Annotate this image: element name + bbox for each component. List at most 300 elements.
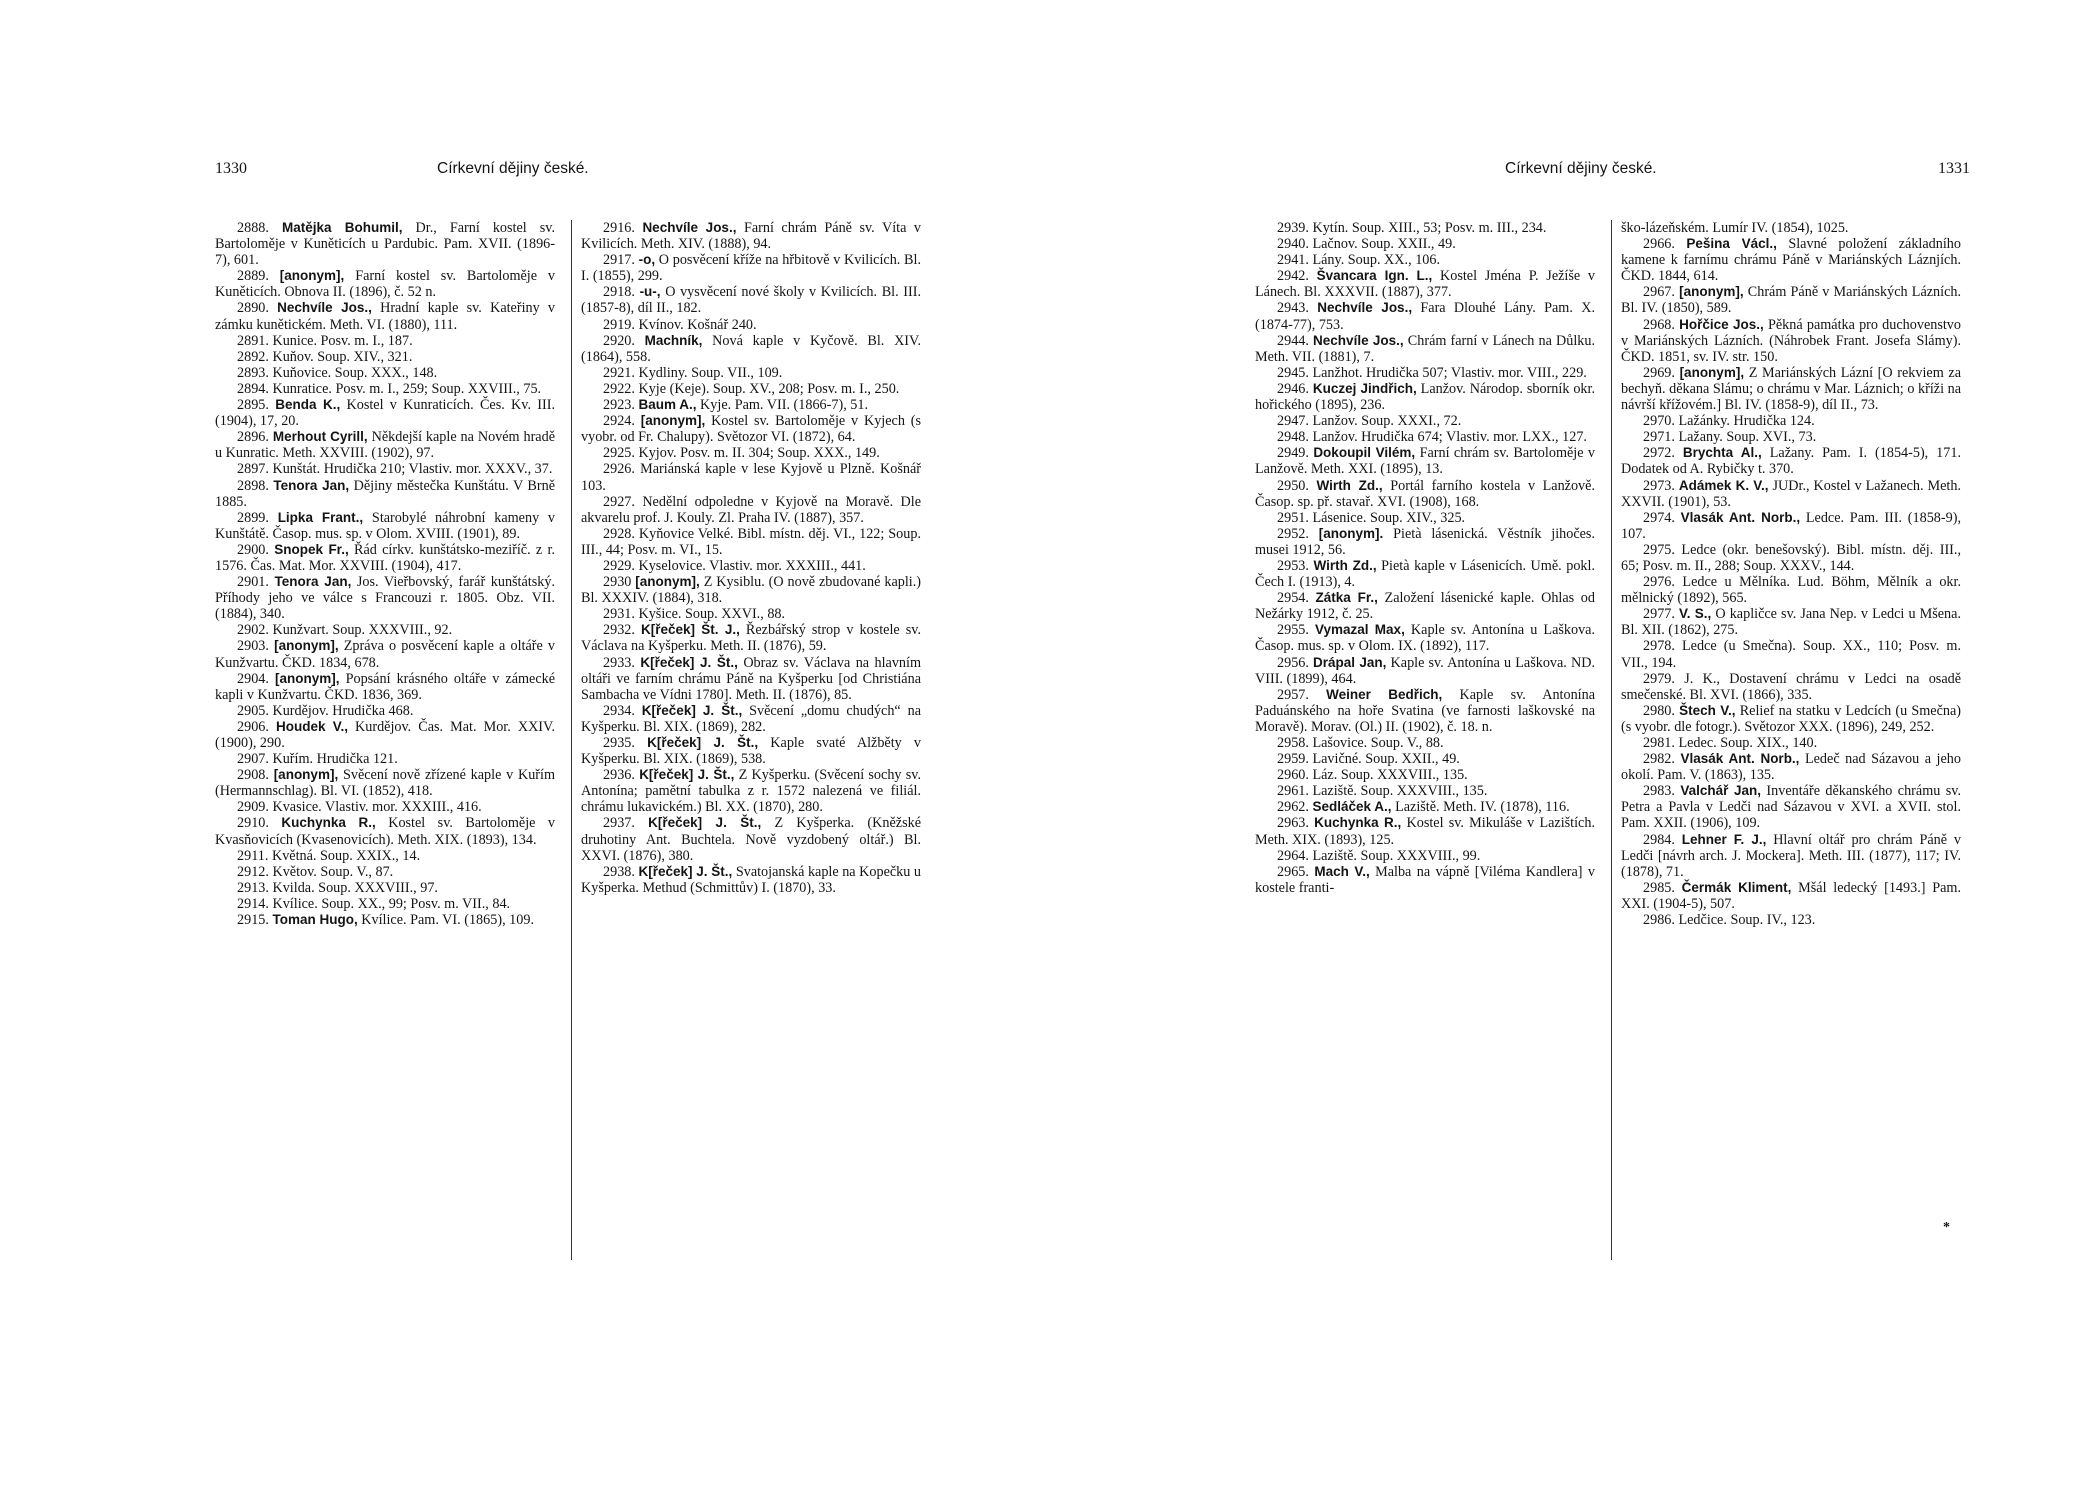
entry-author: Švancara Ign. L., xyxy=(1316,268,1433,284)
bibliography-entry xyxy=(215,751,555,767)
bibliography-entry xyxy=(581,445,921,461)
end-mark: * xyxy=(1943,1220,1950,1235)
entry-author: Vymazal Max, xyxy=(1315,622,1405,638)
entry-text: Kvílice. Pam. VI. (1865), 109. xyxy=(357,912,534,929)
entry-text: Svěcení „domu chudých“ na Kyšperku. Bl. XIX. (1869), 282. xyxy=(581,702,921,735)
bibliography-entry xyxy=(1621,912,1961,928)
entry-author: [anonym], xyxy=(275,670,340,686)
entry-author: [anonym], xyxy=(279,268,345,284)
entry-text: Dějiny městečka Kunštátu. V Brně 1885. xyxy=(215,477,555,510)
entry-author: Toman Hugo, xyxy=(272,912,358,928)
entry-author: Adámek K. V., xyxy=(1678,477,1769,493)
bibliography-entry xyxy=(581,767,921,815)
entry-author: Brychta Al., xyxy=(1682,445,1762,461)
entry-text: Starobylé náhrobní kameny v Kunštátě. Časop. mus. sp. v Olom. XVIII. (1901), 89. xyxy=(215,509,555,542)
entry-number: 2895. xyxy=(237,397,269,414)
entry-text: Kaple sv. Antonína Paduánského na hoře Svatina (ve farnosti laškovské na Moravě). Morav. (Ol.) II. (1902), č. 18. n. xyxy=(1255,686,1595,735)
entry-text: Lavičné. Soup. XXII., 49. xyxy=(1312,751,1460,768)
entry-number: 2904. xyxy=(237,670,269,687)
entry-author: Hořčice Jos., xyxy=(1679,316,1764,332)
bibliography-entry xyxy=(1621,606,1961,638)
entry-number: 2929. xyxy=(603,557,635,574)
entry-number: 2977. xyxy=(1643,606,1675,623)
entry-author: Wirth Zd., xyxy=(1313,557,1377,573)
entry-text: Z Kyšperka. (Kněžské druhotiny Ant. Buchtela. Nově vyzdobený oltář.) Bl. XXVI. (1876), 380. xyxy=(581,815,921,864)
entry-text: Řezbářský strop v kostele sv. Václava na Kyšperku. Meth. II. (1876), 59. xyxy=(581,622,921,655)
entry-number: 2964. xyxy=(1277,847,1309,864)
entry-author: Dokoupil Vilém, xyxy=(1313,445,1416,461)
entry-text: Svatojanská kaple na Kopečku u Kyšperka. Methud (Schmittův) I. (1870), 33. xyxy=(581,863,921,896)
entry-number: 2910. xyxy=(237,815,269,832)
entry-text: Farní chrám sv. Bartoloměje v Lanžově. Meth. XXI. (1895), 13. xyxy=(1255,445,1595,478)
entry-number: 2984. xyxy=(1643,831,1675,848)
entry-number: 2937. xyxy=(603,815,635,832)
bibliography-entry xyxy=(1621,542,1961,574)
entry-text: Kunžvart. Soup. XXXVIII., 92. xyxy=(272,622,453,639)
entry-number: 2903. xyxy=(237,638,269,655)
bibliography-entry xyxy=(581,252,921,284)
bibliography-entry xyxy=(215,542,555,574)
entry-text: Portál farního kostela v Lanžově. Časop. sp. př. stavař. XVI. (1908), 168. xyxy=(1255,477,1595,510)
entry-number: 2960. xyxy=(1277,767,1309,784)
entry-number: 2956. xyxy=(1277,654,1309,671)
entry-author: Valchář Jan, xyxy=(1680,783,1762,799)
entry-text: Lány. Soup. XX., 106. xyxy=(1312,252,1441,269)
entry-author: Pešina Václ., xyxy=(1686,236,1777,252)
bibliography-entry xyxy=(1621,703,1961,735)
bibliography-entry xyxy=(1255,622,1595,654)
entry-author: Nechvíle Jos., xyxy=(1313,332,1404,348)
entry-number: 2930 xyxy=(603,574,632,591)
entry-author: Baum A., xyxy=(638,397,697,413)
bibliography-entry xyxy=(581,494,921,526)
bibliography-entry xyxy=(215,719,555,751)
entry-number: 2963. xyxy=(1277,815,1309,832)
bibliography-entry xyxy=(215,638,555,670)
entry-author: Tenora Jan, xyxy=(274,574,352,590)
entry-text: Kvínov. Košnář 240. xyxy=(638,316,757,333)
entry-text: Slavné položení základního kamene k farnímu chrámu Páně v Mariánských Láznjích. ČKD. 1844, 614. xyxy=(1621,236,1961,285)
entry-author: K[řeček] J. Št., xyxy=(648,815,762,831)
entry-text: Kvílice. Soup. XX., 99; Posv. m. VII., 84. xyxy=(272,895,511,912)
entry-number: 2949. xyxy=(1277,445,1309,462)
entry-number: 2981. xyxy=(1643,735,1675,751)
entry-number: 2952. xyxy=(1277,525,1309,542)
entry-text: Laziště. Soup. XXXVIII., 135. xyxy=(1312,783,1488,800)
bibliography-entry xyxy=(215,349,555,365)
entry-text: Kostel sv. Bartoloměje v Kvasňovicích (Kvasenovicích). Meth. XIX. (1893), 134. xyxy=(215,815,555,848)
entry-text: Farní kostel sv. Bartoloměje v Kuněticích. Obnova II. (1896), č. 52 n. xyxy=(215,268,555,301)
entry-author: Lehner F. J., xyxy=(1681,831,1767,847)
entry-number: 2921. xyxy=(603,364,635,381)
entry-number: 2897. xyxy=(237,461,269,478)
entry-number: 2969. xyxy=(1643,364,1675,381)
entry-text: Květov. Soup. V., 87. xyxy=(272,863,394,880)
entry-text: Lanžhot. Hrudička 507; Vlastiv. mor. VIII., 229. xyxy=(1312,364,1587,381)
bibliography-entry xyxy=(215,478,555,510)
entry-number: 2941. xyxy=(1277,252,1309,269)
entry-number: 2944. xyxy=(1277,332,1309,349)
entry-number: 2946. xyxy=(1277,380,1309,397)
entry-text: Kyje (Keje). Soup. XV., 208; Posv. m. I., 250. xyxy=(638,380,900,397)
bibliography-entry xyxy=(1621,478,1961,510)
entry-author: Zátka Fr., xyxy=(1315,590,1378,606)
entry-number: 2950. xyxy=(1277,477,1309,494)
bibliography-entry xyxy=(581,864,921,896)
entry-number: 2912. xyxy=(237,863,269,880)
entry-text: O kapličce sv. Jana Nep. v Ledci u Mšena. Bl. XII. (1862), 275. xyxy=(1621,606,1961,639)
bibliography-entry xyxy=(1621,735,1961,751)
bibliography-entry xyxy=(215,896,555,912)
entry-number: 2980. xyxy=(1643,702,1675,719)
entry-number: 2898. xyxy=(237,477,269,494)
entry-number: 2889. xyxy=(237,268,269,285)
bibliography-entry xyxy=(1255,333,1595,365)
entry-text: Lažany. Soup. XVI., 73. xyxy=(1678,429,1817,446)
entry-author: Benda K., xyxy=(275,397,341,413)
bibliography-entry xyxy=(1621,284,1961,316)
entry-number: 2916. xyxy=(603,220,635,236)
bibliography-entry xyxy=(1621,236,1961,284)
bibliography-entry xyxy=(581,815,921,863)
bibliography-entry xyxy=(1621,880,1961,912)
entry-number: 2908. xyxy=(237,767,269,784)
entry-number: 2975. xyxy=(1643,541,1675,558)
entry-text: Kunratice. Posv. m. I., 259; Soup. XXVIII., 75. xyxy=(272,380,542,397)
bibliography-entry xyxy=(581,655,921,703)
left-page-header xyxy=(215,160,930,186)
bibliography-entry xyxy=(1621,510,1961,542)
entry-number: 2948. xyxy=(1277,429,1309,446)
bibliography-entry xyxy=(1255,590,1595,622)
bibliography-entry xyxy=(1255,413,1595,429)
entry-author: Vlasák Ant. Norb., xyxy=(1680,751,1800,767)
entry-number: 2972. xyxy=(1643,445,1675,462)
entry-text: Kunštát. Hrudička 210; Vlastiv. mor. XXXV., 37. xyxy=(272,461,553,478)
bibliography-entry xyxy=(1621,365,1961,413)
entry-number: 2909. xyxy=(237,799,269,816)
entry-text: Někdejší kaple na Novém hradě u Kunratic. Meth. XXVIII. (1902), 97. xyxy=(215,429,555,462)
entry-text: Ledec. Soup. XIX., 140. xyxy=(1678,735,1818,751)
entry-number: 2907. xyxy=(237,751,269,768)
entry-number: 2940. xyxy=(1277,236,1309,253)
entry-text: Kvasice. Vlastiv. mor. XXXIII., 416. xyxy=(272,799,482,816)
bibliography-entry xyxy=(215,397,555,429)
entry-number: 2942. xyxy=(1277,268,1309,285)
bibliography-entry xyxy=(581,574,921,606)
bibliography-entry xyxy=(1255,735,1595,751)
entry-text: Lanžov. Soup. XXXI., 72. xyxy=(1312,413,1462,430)
entry-text: Řád církv. kunštátsko-meziříč. z r. 1576. Čas. Mat. Mor. XXVIII. (1904), 417. xyxy=(215,541,555,574)
entry-text: Kyje. Pam. VII. (1866-7), 51. xyxy=(696,397,869,414)
column-rule xyxy=(1611,220,1612,1260)
entry-text: Kuňov. Soup. XIV., 321. xyxy=(272,348,413,365)
bibliography-entry xyxy=(1255,220,1595,236)
entry-number: 2961. xyxy=(1277,783,1309,800)
text-column xyxy=(1255,220,1595,1260)
bibliography-entry xyxy=(215,848,555,864)
entry-number: 2954. xyxy=(1277,590,1309,607)
bibliography-entry xyxy=(581,333,921,365)
entry-number: 2911. xyxy=(237,847,269,864)
entry-number: 2957. xyxy=(1277,686,1309,703)
entry-number: 2985. xyxy=(1643,879,1675,896)
entry-number: 2962. xyxy=(1277,799,1309,816)
bibliography-entry xyxy=(1255,445,1595,477)
entry-author: Kuchynka R., xyxy=(1314,815,1402,831)
entry-author: [anonym], xyxy=(635,574,700,590)
bibliography-entry xyxy=(1255,268,1595,300)
bibliography-entry xyxy=(1255,365,1595,381)
entry-text: Ledce. Pam. III. (1858-9), 107. xyxy=(1621,509,1961,542)
entry-number: 2896. xyxy=(237,429,269,446)
bibliography-entry xyxy=(215,381,555,397)
entry-number: 2919. xyxy=(603,316,635,333)
entry-number: 2899. xyxy=(237,509,269,526)
entry-text: JUDr., Kostel v Lažanech. Meth. XXVII. (1901), 53. xyxy=(1621,477,1961,510)
bibliography-entry xyxy=(215,767,555,799)
entry-number: 2934. xyxy=(603,702,635,719)
entry-text: Chrám farní v Lánech na Důlku. Meth. VII. (1881), 7. xyxy=(1255,332,1595,365)
entry-text: Kydliny. Soup. VII., 109. xyxy=(638,364,783,381)
right-page xyxy=(1255,160,1970,1235)
entry-author: Nechvíle Jos., xyxy=(277,300,372,316)
text-column xyxy=(1621,220,1961,1260)
entry-number: 2938. xyxy=(603,863,635,880)
entry-author: [anonym]. xyxy=(1318,525,1384,541)
entry-number: 2965. xyxy=(1277,863,1309,880)
entry-number: 2922. xyxy=(603,380,635,397)
bibliography-entry xyxy=(215,574,555,622)
entry-text: Kaple sv. Antonína u Laškova. Časop. mus. sp. v Olom. IX. (1892), 117. xyxy=(1255,622,1595,655)
bibliography-entry xyxy=(1621,751,1961,783)
entry-number: 2935. xyxy=(603,735,635,751)
entry-number: 2923. xyxy=(603,397,635,414)
entry-text: Obraz sv. Václava na hlavním oltáři ve farním chrámu Páně na Kyšperku [od Christiána Sambacha ve Vídni 1780]. Meth. II. (1876), 85. xyxy=(581,654,921,703)
entry-number: 2939. xyxy=(1277,220,1309,236)
entry-text: Nedělní odpoledne v Kyjově na Moravě. Dle akvarelu prof. J. Kouly. Zl. Praha IV. (1887), 357. xyxy=(581,493,921,526)
entry-author: Tenora Jan, xyxy=(273,477,350,493)
bibliography-entry xyxy=(1255,558,1595,590)
text-column xyxy=(215,220,555,1260)
bibliography-entry xyxy=(1255,478,1595,510)
entry-number: 2966. xyxy=(1643,236,1675,253)
entry-author: K[řeček] J. Št., xyxy=(641,702,743,718)
entry-text: Pietà kaple v Lásenicích. Umě. pokl. Čech I. (1913), 4. xyxy=(1255,557,1595,591)
bibliography-entry xyxy=(215,510,555,542)
entry-number: 2971. xyxy=(1643,429,1675,446)
entry-number: 2983. xyxy=(1643,783,1675,800)
entry-number: 2902. xyxy=(237,622,269,639)
entry-text: Lažany. Pam. I. (1854-5), 171. Dodatek od A. Rybičky t. 370. xyxy=(1621,445,1961,478)
bibliography-entry xyxy=(1621,783,1961,831)
entry-number: 2931. xyxy=(603,606,635,623)
entry-number: 2915. xyxy=(237,912,269,929)
entry-author: Sedláček A., xyxy=(1312,799,1392,815)
entry-author: Vlasák Ant. Norb., xyxy=(1680,509,1801,525)
bibliography-entry xyxy=(1255,252,1595,268)
entry-number: 2901. xyxy=(237,574,269,591)
bibliography-entry xyxy=(1255,815,1595,847)
entry-author: Snopek Fr., xyxy=(274,541,349,557)
bibliography-entry xyxy=(581,365,921,381)
entry-number: 2933. xyxy=(603,654,635,671)
entry-number: 2892. xyxy=(237,348,269,365)
entry-text: Hlavní oltář pro chrám Páně v Ledči [návrh arch. J. Mockera]. Meth. III. (1877), 117; IV. (1878), 71. xyxy=(1621,831,1961,880)
entry-number: 2890. xyxy=(237,300,269,317)
text-column xyxy=(581,220,921,1260)
bibliography-entry xyxy=(1621,317,1961,365)
bibliography-entry xyxy=(581,735,921,767)
entry-text: Kvilda. Soup. XXXVIII., 97. xyxy=(272,879,438,896)
entry-number: 2932. xyxy=(603,622,635,639)
bibliography-entry xyxy=(1621,638,1961,670)
entry-number: 2970. xyxy=(1643,413,1675,430)
entry-author: K[řeček] Št. J., xyxy=(641,622,740,638)
bibliography-entry xyxy=(1255,429,1595,445)
entry-number: 2973. xyxy=(1643,477,1675,494)
bibliography-entry xyxy=(215,703,555,719)
entry-text: Lašovice. Soup. V., 88. xyxy=(1312,735,1444,751)
entry-text: Ledce (u Smečna). Soup. XX., 110; Posv. m. VII., 194. xyxy=(1621,638,1961,671)
entry-author: Matějka Bohumil, xyxy=(281,220,403,235)
bibliography-entry xyxy=(1255,848,1595,864)
right-page-header xyxy=(1255,160,1970,186)
entry-text: Lažánky. Hrudička 124. xyxy=(1678,413,1815,430)
bibliography-entry xyxy=(1255,236,1595,252)
entry-number: 2951. xyxy=(1277,509,1309,526)
bibliography-entry xyxy=(1255,526,1595,558)
entry-number: 2968. xyxy=(1643,316,1675,333)
bibliography-entry xyxy=(1255,799,1595,815)
entry-text: Farní chrám Páně sv. Víta v Kvilicích. Meth. XIV. (1888), 94. xyxy=(581,220,921,253)
bibliography-entry xyxy=(581,284,921,316)
entry-text: Hradní kaple sv. Kateřiny v zámku kunětickém. Meth. VI. (1880), 111. xyxy=(215,300,555,333)
bibliography-entry xyxy=(215,365,555,381)
page-number: 1331 xyxy=(1938,160,1970,177)
entry-text: Z Kysiblu. (O nově zbudované kapli.) Bl. XXXIV. (1884), 318. xyxy=(581,574,921,607)
bibliography-entry xyxy=(581,461,921,493)
entry-number: 2905. xyxy=(237,702,269,719)
entry-text: Ledeč nad Sázavou a jeho okolí. Pam. V. (1863), 135. xyxy=(1621,751,1961,784)
entry-author: Wirth Zd., xyxy=(1316,477,1383,493)
entry-number: 2955. xyxy=(1277,622,1309,639)
bibliography-entry xyxy=(1255,783,1595,799)
entry-text: Kostel sv. Mikuláše v Lazištích. Meth. XIX. (1893), 125. xyxy=(1255,815,1595,848)
entry-text: Kyselovice. Vlastiv. mor. XXXIII., 441. xyxy=(638,557,866,574)
entry-text: Pietà lásenická. Věstník jihočes. musei 1912, 56. xyxy=(1255,525,1595,558)
entry-author: Čermák Kliment, xyxy=(1681,879,1792,895)
entry-text: Kyjov. Posv. m. II. 304; Soup. XXX., 149. xyxy=(638,445,880,462)
bibliography-entry xyxy=(1255,510,1595,526)
bibliography-entry xyxy=(215,880,555,896)
entry-number: 2958. xyxy=(1277,735,1309,751)
entry-author: K[řeček] J. Št., xyxy=(647,735,759,750)
left-page-columns xyxy=(215,220,930,1260)
bibliography-entry xyxy=(1621,574,1961,606)
entry-number: 2976. xyxy=(1643,574,1675,591)
entry-number: 2914. xyxy=(237,895,269,912)
entry-number: 2959. xyxy=(1277,751,1309,768)
entry-number: 2920. xyxy=(603,332,635,349)
bibliography-entry xyxy=(1255,687,1595,735)
right-page-columns xyxy=(1255,220,1970,1260)
bibliography-entry xyxy=(215,333,555,349)
entry-text: Ledce (okr. benešovský). Bibl. místn. děj. III., 65; Posv. m. II., 288; Soup. XXXV., 144. xyxy=(1621,541,1961,574)
entry-author: V. S., xyxy=(1679,606,1712,622)
bibliography-entry xyxy=(215,799,555,815)
entry-text: J. K., Dostavení chrámu v Ledci na osadě smečenské. Bl. XVI. (1866), 335. xyxy=(1621,670,1961,703)
entry-text: Laziště. Soup. XXXVIII., 99. xyxy=(1312,847,1481,864)
entry-text: Kuňovice. Soup. XXX., 148. xyxy=(272,364,438,381)
bibliography-entry xyxy=(215,815,555,847)
entry-text: Kunice. Posv. m. I., 187. xyxy=(272,332,413,349)
column-rule xyxy=(571,220,572,1260)
bibliography-entry xyxy=(215,864,555,880)
entry-author: Nechvíle Jos., xyxy=(1317,300,1413,316)
bibliography-entry xyxy=(1621,413,1961,429)
bibliography-entry xyxy=(1621,671,1961,703)
entry-text: Květná. Soup. XXIX., 14. xyxy=(271,847,421,864)
entry-number: 2986. xyxy=(1643,912,1675,929)
entry-number: 2982. xyxy=(1643,751,1675,768)
entry-number: 2924. xyxy=(603,413,635,430)
entry-text: Mšál ledecký [1493.] Pam. XXI. (1904-5), 507. xyxy=(1621,879,1961,912)
entry-text: Mariánská kaple v lese Kyjově u Plzně. Košnář 103. xyxy=(581,461,921,494)
entry-text: Lačnov. Soup. XXII., 49. xyxy=(1312,236,1456,253)
left-page xyxy=(215,160,930,929)
bibliography-entry xyxy=(581,558,921,574)
bibliography-entry xyxy=(1255,655,1595,687)
entry-author: Machník, xyxy=(644,332,703,348)
entry-text: Z Mariánských Lázní [O rekviem za bechyň. děkana Slámu; o chrámu v Mar. Láznich; o kříži na návrší křížovém.] Bl. IV. (1858-9), díl II., 73. xyxy=(1621,364,1961,414)
entry-number: 2913. xyxy=(237,879,269,896)
entry-text: Kaple sv. Antonína u Laškova. ND. VIII. (1899), 464. xyxy=(1255,654,1595,687)
bibliography-entry xyxy=(1621,445,1961,477)
entry-text: Láz. Soup. XXXVIII., 135. xyxy=(1312,767,1468,784)
bibliography-entry xyxy=(581,413,921,445)
entry-author: Kuczej Jindřich, xyxy=(1312,380,1417,396)
entry-text: Zpráva o posvěcení kaple a oltáře v Kunžvartu. ČKD. 1834, 678. xyxy=(215,638,555,671)
bibliography-entry xyxy=(1255,767,1595,783)
entry-number: 2974. xyxy=(1643,509,1675,526)
entry-author: Weiner Bedřich, xyxy=(1326,686,1443,702)
entry-text: O vysvěcení nové školy v Kvilicích. Bl. III. (1857-8), díl II., 182. xyxy=(581,284,921,317)
bibliography-entry xyxy=(215,268,555,300)
entry-text: Kytín. Soup. XIII., 53; Posv. m. III., 234. xyxy=(1312,220,1547,236)
bibliography-entry xyxy=(215,622,555,638)
page-number: 1330 xyxy=(215,160,247,177)
entry-text: Popsání krásného oltáře v zámecké kapli v Kunžvartu. ČKD. 1836, 369. xyxy=(215,670,555,703)
bibliography-entry xyxy=(1255,381,1595,413)
entry-author: K[řeček] J. Št., xyxy=(640,654,738,670)
entry-text: Ledce u Mělníka. Lud. Böhm, Mělník a okr. mělnický (1892), 565. xyxy=(1621,574,1961,607)
entry-number: 2953. xyxy=(1277,557,1309,574)
entry-text: Kostel v Kunraticích. Čes. Kv. III. (1904), 17, 20. xyxy=(215,397,555,430)
entry-author: Nechvíle Jos., xyxy=(642,220,737,235)
entry-author: [anonym], xyxy=(273,767,339,783)
bibliography-entry xyxy=(581,703,921,735)
entry-text: Kuřím. Hrudička 121. xyxy=(272,751,398,768)
entry-author: -o, xyxy=(638,252,656,268)
bibliography-entry xyxy=(215,461,555,477)
bibliography-entry xyxy=(581,526,921,558)
entry-author: Merhout Cyrill, xyxy=(272,429,368,445)
entry-author: Lipka Frant., xyxy=(277,509,364,525)
bibliography-entry xyxy=(581,606,921,622)
entry-number: 2928. xyxy=(603,525,635,542)
entry-text: Nová kaple v Kyčově. Bl. XIV. (1864), 558. xyxy=(581,332,921,365)
